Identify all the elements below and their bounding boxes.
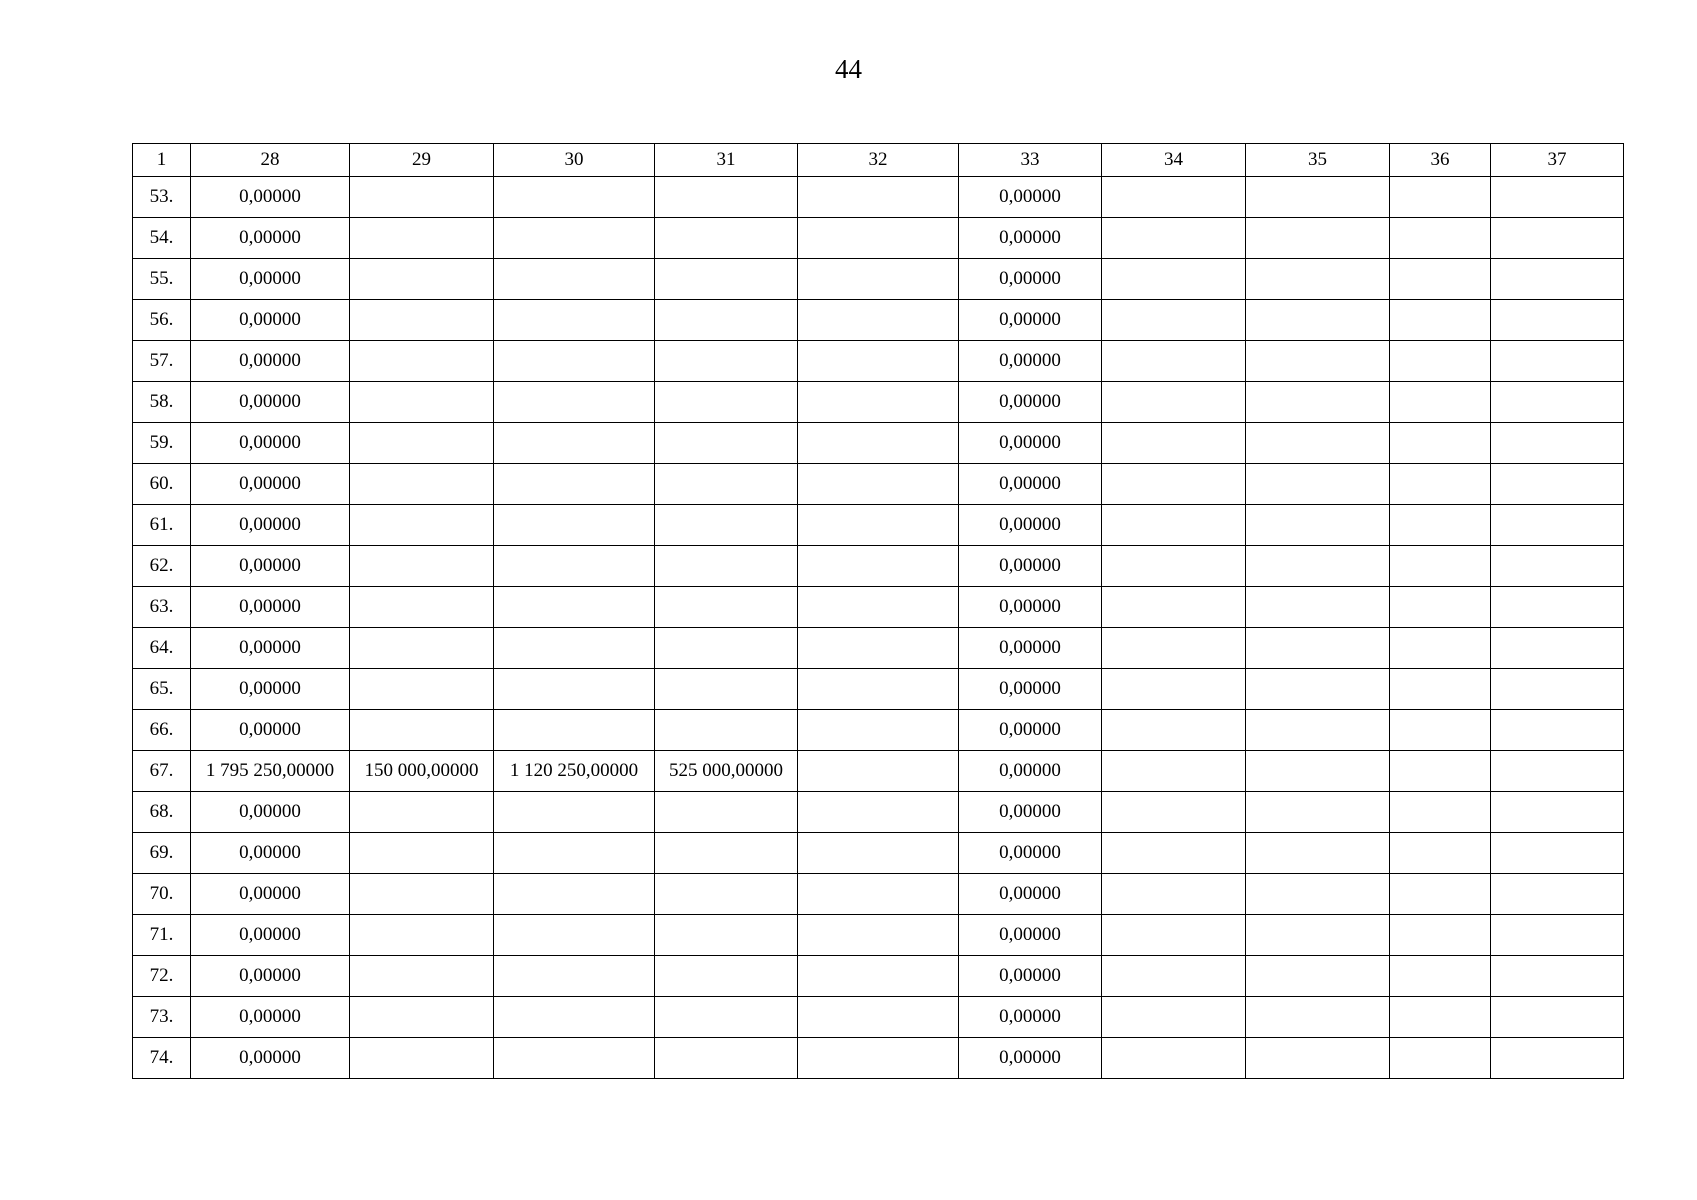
table-cell [1102,218,1246,259]
table-cell: 0,00000 [191,915,350,956]
table-cell [1390,628,1491,669]
table-cell [798,259,959,300]
table-cell [1491,956,1624,997]
table-cell [798,341,959,382]
table-cell [1102,833,1246,874]
table-row [133,300,1624,341]
table-cell [1390,382,1491,423]
column-header: 35 [1246,144,1390,177]
table-cell [1390,177,1491,218]
row-number-cell: 63. [133,587,191,628]
table-cell: 0,00000 [191,833,350,874]
table-cell [494,464,655,505]
table-cell: 0,00000 [191,669,350,710]
table-cell: 0,00000 [191,710,350,751]
row-number-cell: 59. [133,423,191,464]
table-cell [494,341,655,382]
table-cell [798,423,959,464]
table-cell [798,669,959,710]
table-cell [798,751,959,792]
table-cell [1102,915,1246,956]
table-cell [655,956,798,997]
table-cell [1102,341,1246,382]
table-cell [1491,628,1624,669]
table-row [133,628,1624,669]
table-cell [494,1038,655,1079]
table-cell: 0,00000 [959,423,1102,464]
table-cell: 0,00000 [959,628,1102,669]
row-number-cell: 71. [133,915,191,956]
table-row [133,423,1624,464]
table-cell: 0,00000 [191,628,350,669]
table-cell: 0,00000 [959,546,1102,587]
table-cell [1491,546,1624,587]
table-cell [1491,792,1624,833]
table-cell [655,464,798,505]
table-cell [1491,1038,1624,1079]
table-cell [798,915,959,956]
table-cell [1102,382,1246,423]
table-row [133,833,1624,874]
table-cell [350,833,494,874]
table-cell [1246,751,1390,792]
column-header: 37 [1491,144,1624,177]
table-row [133,1038,1624,1079]
table-cell: 0,00000 [959,382,1102,423]
table-cell [1246,177,1390,218]
table-cell: 0,00000 [191,587,350,628]
table-cell: 0,00000 [959,341,1102,382]
row-number-cell: 69. [133,833,191,874]
table-cell [1390,505,1491,546]
table-cell [1491,259,1624,300]
table-cell [1102,710,1246,751]
table-cell [1491,669,1624,710]
table-cell [655,915,798,956]
table-cell [494,177,655,218]
table-header-row [133,144,1624,177]
table-cell: 0,00000 [191,259,350,300]
table-cell: 0,00000 [959,997,1102,1038]
table-cell [494,669,655,710]
table-cell [350,464,494,505]
table-cell [1491,423,1624,464]
table-cell: 0,00000 [191,956,350,997]
table-body [133,177,1624,1079]
table-cell: 1 795 250,00000 [191,751,350,792]
table-cell [655,874,798,915]
table-cell [1102,874,1246,915]
column-header: 28 [191,144,350,177]
table-cell: 0,00000 [191,300,350,341]
table-cell [798,628,959,669]
table-cell [1491,915,1624,956]
table-cell: 0,00000 [191,464,350,505]
table-cell [350,956,494,997]
table-cell [350,874,494,915]
table-row [133,874,1624,915]
column-header: 36 [1390,144,1491,177]
table-cell [1246,833,1390,874]
table-cell [1102,259,1246,300]
table-cell: 0,00000 [959,1038,1102,1079]
table-cell [1491,341,1624,382]
column-header: 29 [350,144,494,177]
table-cell: 525 000,00000 [655,751,798,792]
table-cell: 0,00000 [191,546,350,587]
table-cell [1390,218,1491,259]
table-cell [1246,710,1390,751]
column-header: 34 [1102,144,1246,177]
row-number-cell: 54. [133,218,191,259]
table-cell: 0,00000 [959,177,1102,218]
table-cell: 0,00000 [959,833,1102,874]
table-cell [798,382,959,423]
table-cell [1102,464,1246,505]
table-cell [350,505,494,546]
table-cell [350,628,494,669]
table-cell: 0,00000 [959,464,1102,505]
table-cell [494,997,655,1038]
table-cell [1102,546,1246,587]
table-cell [798,874,959,915]
table-cell: 0,00000 [191,505,350,546]
table-cell [494,915,655,956]
table-cell [1102,1038,1246,1079]
table-cell [1246,997,1390,1038]
table-row [133,218,1624,259]
table-cell: 0,00000 [959,218,1102,259]
table-cell [655,218,798,259]
table-cell [1491,751,1624,792]
table-cell [1491,874,1624,915]
table-cell [1390,1038,1491,1079]
table-cell: 0,00000 [959,751,1102,792]
table-cell [494,505,655,546]
table-cell [1102,628,1246,669]
table-cell [798,300,959,341]
table-cell: 0,00000 [191,1038,350,1079]
table-cell [1102,669,1246,710]
table-cell [494,382,655,423]
table-cell [494,710,655,751]
table-cell [798,546,959,587]
table-row [133,341,1624,382]
table-cell [1390,300,1491,341]
table-cell [1491,997,1624,1038]
table-cell [494,956,655,997]
table-cell [798,587,959,628]
table-cell [1246,464,1390,505]
row-number-cell: 62. [133,546,191,587]
table-cell [494,218,655,259]
table-cell [655,259,798,300]
table-cell [1390,710,1491,751]
column-header: 30 [494,144,655,177]
table-cell [798,997,959,1038]
table-row [133,177,1624,218]
table-cell: 1 120 250,00000 [494,751,655,792]
row-number-cell: 68. [133,792,191,833]
table-cell [655,792,798,833]
table-cell [1491,505,1624,546]
table-cell [1491,587,1624,628]
table-cell [350,423,494,464]
table-cell [350,792,494,833]
table-cell [1246,382,1390,423]
table-cell [350,587,494,628]
table-cell [1390,874,1491,915]
table-cell: 0,00000 [191,218,350,259]
table-cell [350,259,494,300]
table-cell: 0,00000 [191,382,350,423]
column-header: 32 [798,144,959,177]
table-row [133,669,1624,710]
table-cell [655,341,798,382]
table-cell [1102,423,1246,464]
table-cell [1102,956,1246,997]
table-cell [1390,751,1491,792]
table-cell: 0,00000 [959,300,1102,341]
table-row [133,751,1624,792]
table-cell [1246,218,1390,259]
table-cell [494,546,655,587]
table-cell [1491,177,1624,218]
table-row [133,546,1624,587]
table-cell [350,300,494,341]
table-cell [1390,259,1491,300]
row-number-cell: 67. [133,751,191,792]
table-row [133,259,1624,300]
table-cell [350,1038,494,1079]
table-cell [494,423,655,464]
table-cell: 0,00000 [191,874,350,915]
table-cell: 0,00000 [959,669,1102,710]
table-cell: 0,00000 [959,710,1102,751]
table-cell [350,710,494,751]
table-cell [798,464,959,505]
table-cell [655,300,798,341]
table-cell [1390,956,1491,997]
table-row [133,587,1624,628]
row-number-cell: 56. [133,300,191,341]
table-cell [350,997,494,1038]
table-cell [1390,915,1491,956]
table-cell [655,1038,798,1079]
table-cell [1390,833,1491,874]
table-row [133,915,1624,956]
table-cell [798,218,959,259]
table-cell [1390,997,1491,1038]
table-cell: 0,00000 [191,341,350,382]
row-number-cell: 58. [133,382,191,423]
table-cell: 0,00000 [959,956,1102,997]
row-number-cell: 74. [133,1038,191,1079]
table-cell: 150 000,00000 [350,751,494,792]
table-cell [350,915,494,956]
row-number-cell: 55. [133,259,191,300]
table-cell [655,997,798,1038]
table-cell [798,792,959,833]
table-cell [1102,587,1246,628]
data-table [132,143,1624,1079]
table-cell [1390,341,1491,382]
table-cell [1390,669,1491,710]
table-cell [1491,300,1624,341]
table-cell [655,177,798,218]
table-cell [798,710,959,751]
row-number-cell: 66. [133,710,191,751]
table-row [133,956,1624,997]
table-cell [1246,669,1390,710]
table-cell [1246,874,1390,915]
table-cell [655,833,798,874]
table-cell: 0,00000 [191,423,350,464]
table-cell [655,587,798,628]
table-cell: 0,00000 [959,259,1102,300]
table-cell [1102,505,1246,546]
table-cell: 0,00000 [191,792,350,833]
table-cell: 0,00000 [959,792,1102,833]
table-cell [350,382,494,423]
table-cell [494,792,655,833]
table-cell [1390,792,1491,833]
table-cell [1390,546,1491,587]
table-cell [350,341,494,382]
column-header: 31 [655,144,798,177]
row-number-cell: 57. [133,341,191,382]
table-cell [1246,792,1390,833]
row-number-cell: 65. [133,669,191,710]
table-cell [494,628,655,669]
table-cell [1246,1038,1390,1079]
table-cell [350,177,494,218]
row-number-cell: 53. [133,177,191,218]
table-cell [798,956,959,997]
column-header: 33 [959,144,1102,177]
table-row [133,997,1624,1038]
row-number-cell: 64. [133,628,191,669]
table-cell [1102,177,1246,218]
table-cell [1491,833,1624,874]
table-cell: 0,00000 [191,177,350,218]
table-cell [798,1038,959,1079]
table-cell [1246,956,1390,997]
table-cell: 0,00000 [959,874,1102,915]
row-number-cell: 70. [133,874,191,915]
table-cell [798,833,959,874]
row-number-cell: 60. [133,464,191,505]
table-cell: 0,00000 [959,915,1102,956]
table-cell: 0,00000 [959,587,1102,628]
table-cell [1102,300,1246,341]
table-cell [1491,710,1624,751]
table-cell [1491,218,1624,259]
table-cell [494,833,655,874]
table-cell: 0,00000 [959,505,1102,546]
table-cell [1246,546,1390,587]
column-header: 1 [133,144,191,177]
table-row [133,792,1624,833]
row-number-cell: 73. [133,997,191,1038]
table-cell: 0,00000 [191,997,350,1038]
table-cell [494,300,655,341]
table-cell [798,177,959,218]
table-cell [1246,628,1390,669]
row-number-cell: 61. [133,505,191,546]
table-cell [350,669,494,710]
table-cell [1390,464,1491,505]
table-cell [655,546,798,587]
table-cell [494,874,655,915]
row-number-cell: 72. [133,956,191,997]
table-row [133,382,1624,423]
table-cell [494,587,655,628]
table-cell [655,382,798,423]
page-number: 44 [835,54,862,84]
table-cell [1246,423,1390,464]
table-row [133,505,1624,546]
table-cell [655,669,798,710]
table-cell [1102,792,1246,833]
table-row [133,464,1624,505]
table-cell [655,710,798,751]
table-cell [798,505,959,546]
table-cell [1102,997,1246,1038]
table-cell [1102,751,1246,792]
table-cell [1491,464,1624,505]
table-cell [1246,259,1390,300]
table-cell [1246,300,1390,341]
table-row [133,710,1624,751]
table-cell [655,423,798,464]
table-cell [494,259,655,300]
table-cell [1246,505,1390,546]
table-cell [350,546,494,587]
table-cell [655,628,798,669]
table-cell [1491,382,1624,423]
table-cell [1390,423,1491,464]
table-cell [1246,341,1390,382]
table-cell [350,218,494,259]
table-cell [1246,915,1390,956]
table-cell [655,505,798,546]
table-cell [1246,587,1390,628]
table-cell [1390,587,1491,628]
